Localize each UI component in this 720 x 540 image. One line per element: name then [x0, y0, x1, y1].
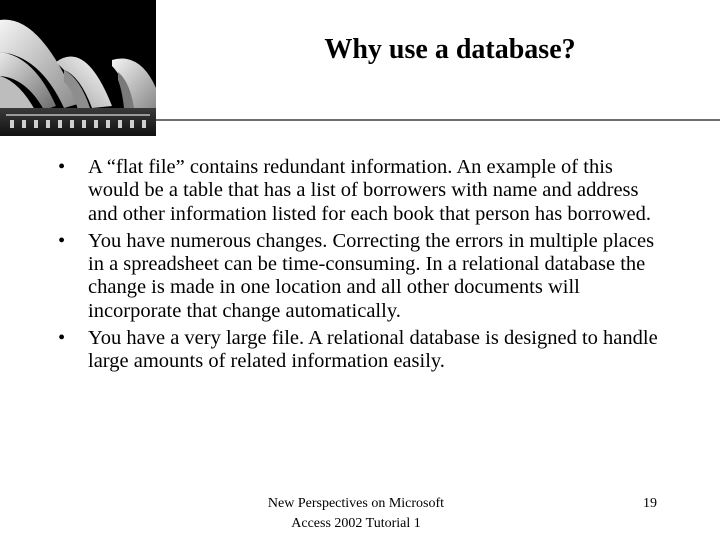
bullet-text: You have numerous changes. Correcting the errors in multiple places in a spreadsheet can be time-consuming. In a relational database the change is made in one location and all other documents will incorporate that change automatically. [88, 229, 655, 322]
bullet-item [58, 327, 668, 374]
slide-title: Why use a database? [324, 34, 576, 65]
bullet-text: A “flat file” contains redundant information. An example of this would be a table that has a list of borrowers with name and address and other information listed for each book that person has borrowed. [88, 156, 652, 225]
footer-line-1: New Perspectives on Microsoft [267, 496, 445, 511]
bullet-marker: • [58, 156, 66, 178]
header-divider [156, 119, 720, 121]
bullet-list [58, 156, 668, 378]
opera-house-sails-icon [0, 0, 156, 136]
bullet-item [58, 230, 668, 323]
page-number: 19 [643, 496, 657, 511]
bullet-text: You have a very large file. A relational database is designed to handle large amounts of related information easily. [88, 327, 658, 373]
footer-line-2: Access 2002 Tutorial 1 [291, 516, 421, 531]
footer-course-title [256, 494, 456, 534]
opera-house-photo [0, 0, 156, 136]
bullet-marker: • [58, 327, 66, 350]
bullet-marker: • [58, 229, 66, 252]
bullet-item [58, 156, 668, 226]
